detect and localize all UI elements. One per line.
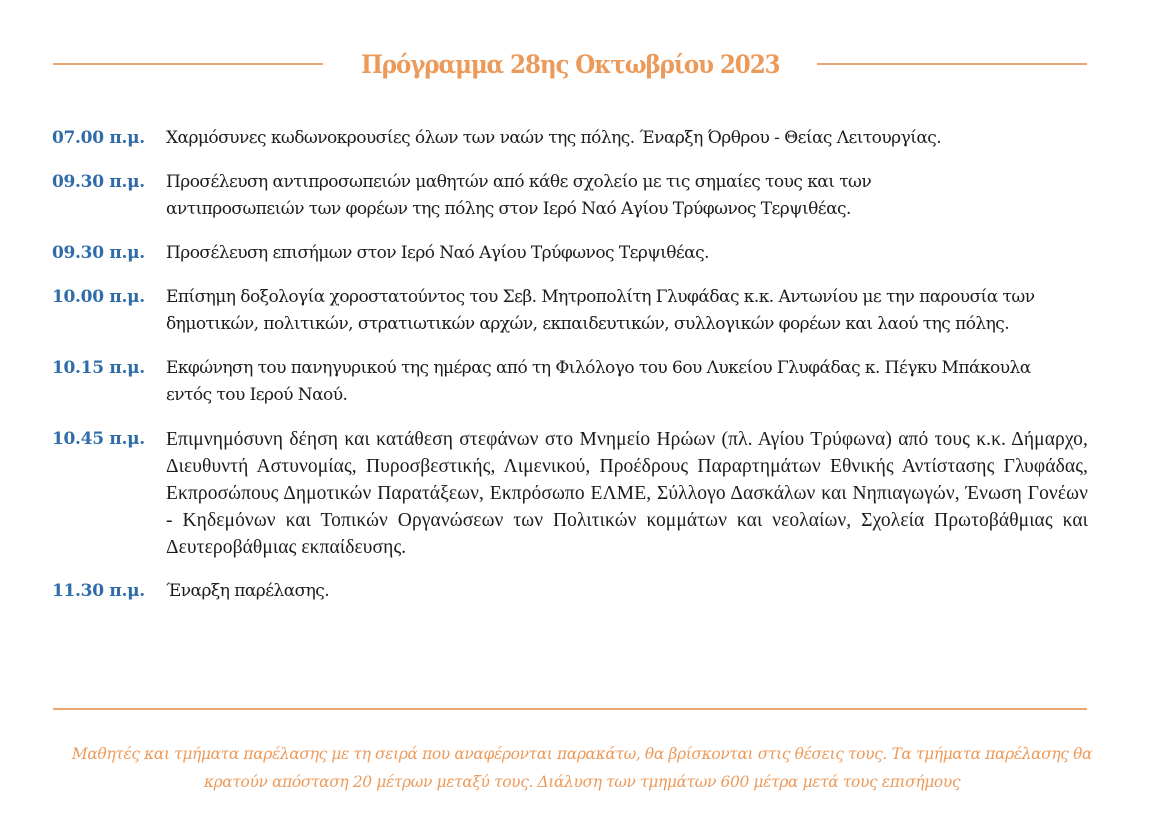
entry-text: Προσέλευση αντιπροσωπειών μαθητών από κάθε σχολείο με τις σημαίες τους και των αντιπροσωπειών των φορέων της πόλης στον Ιερό Ναό Αγίου Τρύφωνος Τερψιθέας. xyxy=(166,172,872,219)
schedule-entry xyxy=(52,355,1092,409)
schedule-entry xyxy=(52,169,1092,223)
title-row xyxy=(53,44,1087,84)
entry-time: 07.00 π.μ. xyxy=(52,128,145,148)
entry-time: 10.00 π.μ. xyxy=(52,287,145,307)
entry-text: Προσέλευση επισήμων στον Ιερό Ναό Αγίου Τρύφωνος Τερψιθέας. xyxy=(166,243,709,263)
schedule-entry xyxy=(52,284,1092,338)
entry-text: Επίσημη δοξολογία χοροστατούντος του Σεβ. Μητροπολίτη Γλυφάδας κ.κ. Αντωνίου με την παρουσία των δημοτικών, πολιτικών, στρατιωτικών αρχών, εκπαιδευτικών, συλλογικών φορέων και λαού της πόλης. xyxy=(166,287,1035,334)
entry-text: Χαρμόσυνες κωδωνοκρουσίες όλων των ναών της πόλης. Έναρξη Όρθρου - Θείας Λειτουργίας. xyxy=(166,128,942,148)
entry-text: Έναρξη παρέλασης. xyxy=(166,581,330,601)
entry-time: 10.15 π.μ. xyxy=(52,358,145,378)
entry-text: Επιμνημόσυνη δέηση και κατάθεση στεφάνων στο Μνημείο Ηρώων (πλ. Αγίου Τρύφωνα) από τους κ.κ. Δήμαρχο, Διευθυντή Αστυνομίας, Πυροσβεστικής, Λιμενικού, Προέδρους Παραρτημάτων Εθνικής Αντίστασης Γλυφάδας, Εκπροσώπους Δημοτικών Παρατάξεων, Εκπρόσωπο ΕΛΜΕ, Σύλλογο Δασκάλων και Νηπιαγωγών, Ένωση Γονέων - Κηδεμόνων και Τοπικών Οργανώσεων των Πολιτικών κομμάτων και νεολαίων, Σχολεία Πρωτοβάθμιας και Δευτεροβάθμιας εκπαίδευσης. xyxy=(166,429,1088,558)
title-rule-left xyxy=(53,63,323,65)
entry-time: 09.30 π.μ. xyxy=(52,243,145,263)
entry-time: 11.30 π.μ. xyxy=(52,581,145,601)
entry-text: Εκφώνηση του πανηγυρικού της ημέρας από τη Φιλόλογο του 6ου Λυκείου Γλυφάδας κ. Πέγκυ Μπάκουλα εντός του Ιερού Ναού. xyxy=(166,358,1031,405)
entry-time: 09.30 π.μ. xyxy=(52,172,145,192)
title-rule-right xyxy=(817,63,1087,65)
entry-time: 10.45 π.μ. xyxy=(52,429,145,449)
schedule-entry xyxy=(52,426,1092,561)
footer-note: Μαθητές και τμήματα παρέλασης με τη σειρά που αναφέρονται παρακάτω, θα βρίσκονται στις θέσεις τους. Τα τμήματα παρέλασης θα κρατούν απόσταση 20 μέτρων μεταξύ τους. Διάλυση των τμημάτων 600 μέτρα μετά τους επισήμους xyxy=(71,745,1093,791)
page-title: Πρόγραμμα 28ης Οκτωβρίου 2023 xyxy=(360,49,780,79)
schedule-list xyxy=(52,125,1092,622)
schedule-entry xyxy=(52,240,1092,267)
schedule-entry xyxy=(52,125,1092,152)
bottom-divider xyxy=(53,708,1087,710)
schedule-entry xyxy=(52,578,1092,605)
